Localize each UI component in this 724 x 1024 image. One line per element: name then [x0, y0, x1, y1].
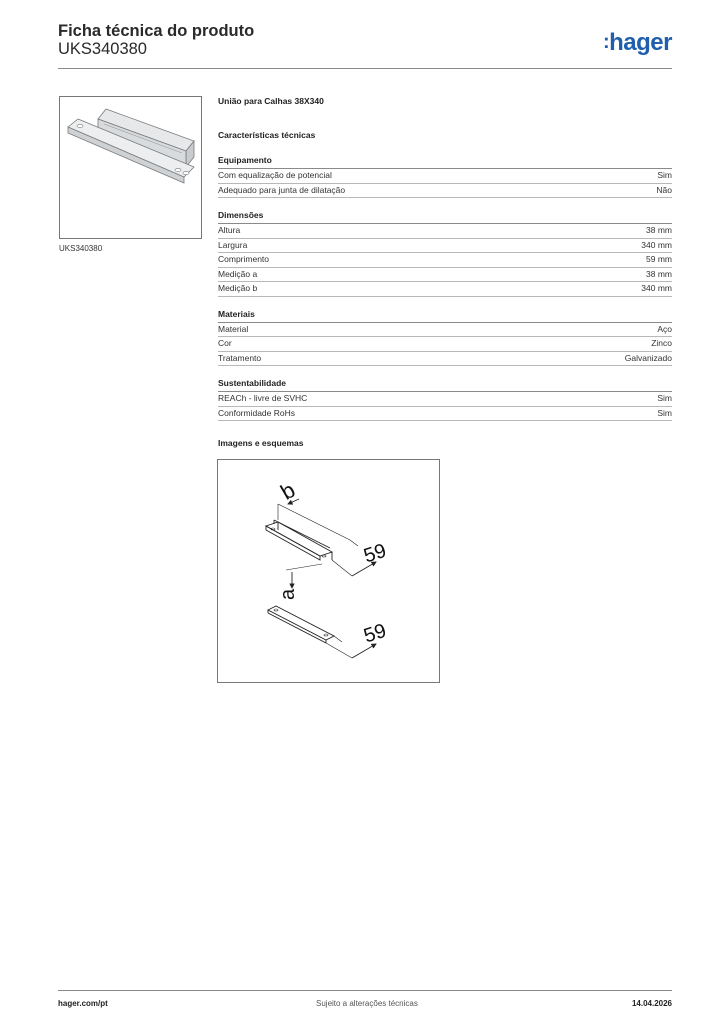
spec-value: 38 mm: [646, 225, 672, 235]
dimension-drawing: [218, 460, 439, 682]
spec-value: Sim: [657, 393, 672, 403]
dim-label-b: b: [276, 477, 300, 505]
spec-value: Aço: [657, 323, 672, 334]
page-title: Ficha técnica do produto: [58, 22, 255, 40]
spec-row: [218, 392, 672, 407]
product-image-caption: UKS340380: [59, 244, 103, 253]
logo-text: hager: [609, 29, 672, 56]
spec-label: REACh - livre de SVHC: [218, 393, 308, 403]
spec-row: [218, 337, 672, 352]
images-title: Imagens e esquemas: [218, 438, 304, 448]
spec-groups: [218, 155, 672, 421]
spec-group: [218, 378, 672, 421]
dim-label-59-bottom: 59: [361, 619, 390, 648]
spec-row: [218, 224, 672, 239]
footer-disclaimer: Sujeito a alterações técnicas: [316, 999, 418, 1008]
dim-label-a: a: [277, 588, 299, 600]
spec-row: [218, 184, 672, 199]
spec-value: 340 mm: [641, 283, 672, 293]
product-code-heading: UKS340380: [58, 40, 147, 58]
dim-label-59-top: 59: [361, 539, 390, 568]
spec-value: 59 mm: [646, 254, 672, 264]
spec-row: [218, 239, 672, 254]
page-footer: [58, 990, 672, 1021]
spec-row: [218, 268, 672, 283]
spec-value: Não: [656, 184, 672, 195]
spec-group: [218, 210, 672, 297]
spec-value: Galvanizado: [624, 352, 672, 363]
spec-value: Zinco: [651, 338, 672, 348]
spec-label: Medição b: [218, 283, 258, 293]
spec-row: [218, 169, 672, 184]
spec-value: 38 mm: [646, 268, 672, 279]
spec-group-title: Equipamento: [218, 155, 672, 169]
page-header: [58, 20, 672, 69]
spec-value: Sim: [657, 170, 672, 180]
spec-value: Sim: [657, 407, 672, 418]
footer-date: 14.04.2026: [631, 999, 672, 1008]
footer-website[interactable]: hager.com/pt: [58, 999, 108, 1008]
spec-label: Com equalização de potencial: [218, 170, 332, 180]
spec-row: [218, 352, 672, 367]
spec-group-title: Dimensões: [218, 210, 672, 224]
spec-group: [218, 309, 672, 367]
product-illustration: [60, 97, 201, 238]
spec-label: Adequado para junta de dilatação: [218, 184, 346, 195]
spec-row: [218, 323, 672, 338]
spec-label: Conformidade RoHs: [218, 407, 296, 418]
spec-label: Comprimento: [218, 254, 270, 264]
spec-row: [218, 407, 672, 422]
spec-label: Cor: [218, 338, 232, 348]
spec-label: Material: [218, 323, 249, 334]
spec-row: [218, 253, 672, 268]
characteristics-title: Características técnicas: [218, 130, 316, 140]
product-image: [59, 96, 202, 239]
spec-row: [218, 282, 672, 297]
spec-group: [218, 155, 672, 198]
spec-group-title: Materiais: [218, 309, 672, 323]
product-name: União para Calhas 38X340: [218, 96, 324, 106]
spec-value: 340 mm: [641, 239, 672, 250]
spec-label: Tratamento: [218, 352, 262, 363]
spec-sheet: [218, 95, 672, 421]
spec-label: Altura: [218, 225, 241, 235]
spec-label: Medição a: [218, 268, 258, 279]
spec-group-title: Sustentabilidade: [218, 378, 672, 392]
dimension-diagram: [217, 459, 440, 683]
hager-logo: :hager: [602, 29, 672, 56]
spec-label: Largura: [218, 239, 248, 250]
